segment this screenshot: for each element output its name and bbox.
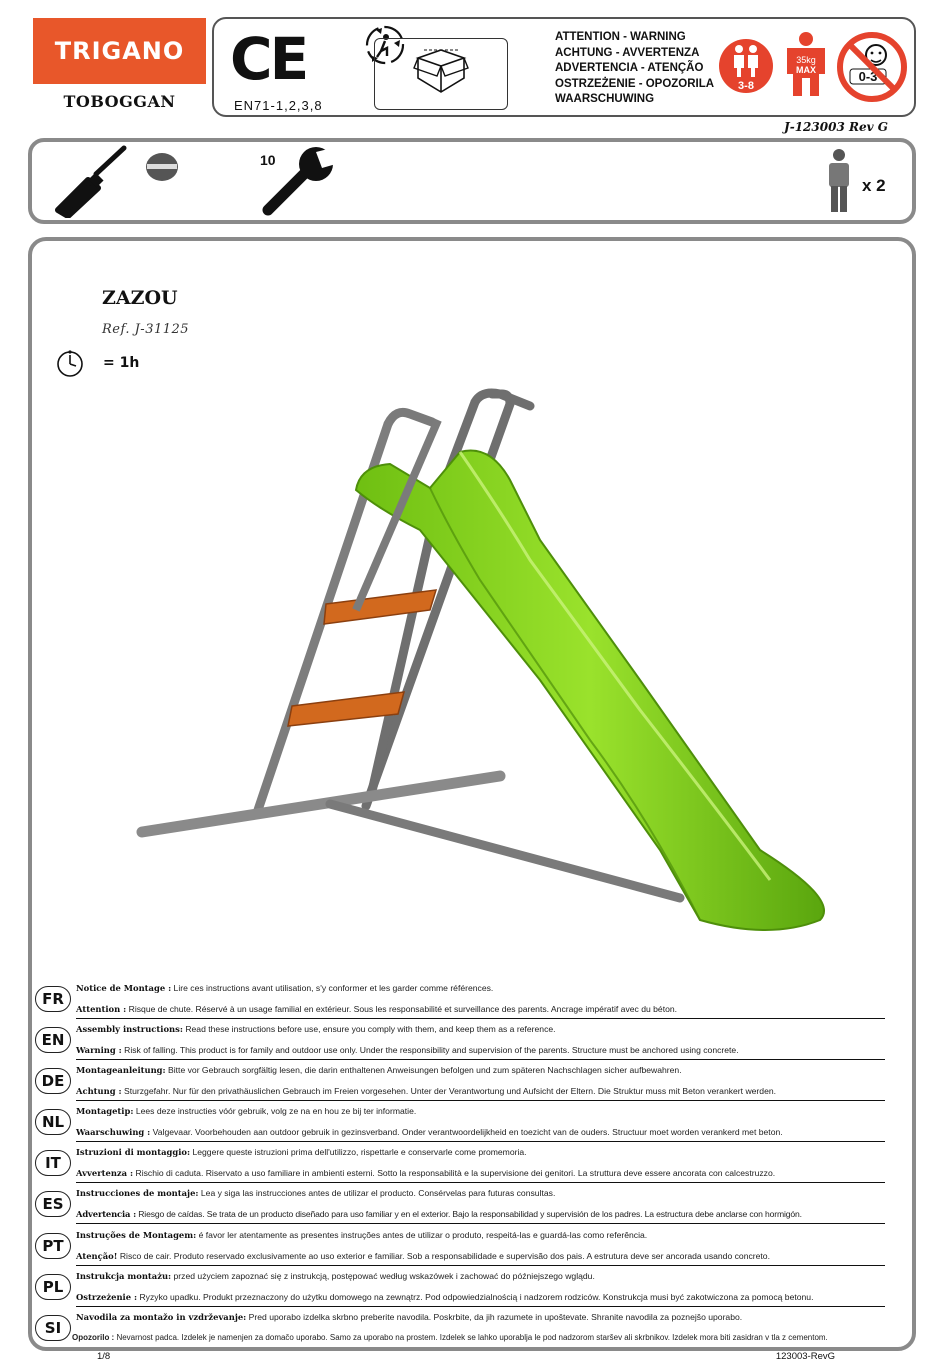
language-badge: FR bbox=[35, 986, 71, 1012]
line-label: Atenção! bbox=[76, 1250, 118, 1261]
warning-line bbox=[76, 1292, 813, 1302]
line-label: Attention : bbox=[76, 1004, 127, 1014]
language-row-nl bbox=[30, 1103, 915, 1144]
line-text: Rischio di caduta. Riservato a uso familiare in ambienti esterni. Sotto la responsabilità e la supervisione dei genitori. La struttura deve essere ancorata con calcestruzzo. bbox=[133, 1168, 776, 1179]
language-badge: ES bbox=[35, 1191, 71, 1217]
divider bbox=[76, 1223, 885, 1224]
warning-line bbox=[76, 1086, 776, 1096]
instruction-line bbox=[76, 1271, 595, 1281]
line-text: Read these instructions before use, ensure you comply with them, and keep them as a reference. bbox=[182, 1024, 556, 1035]
language-row-es bbox=[30, 1185, 915, 1226]
footer-code: 123003-RevG bbox=[775, 1351, 835, 1362]
language-badge: NL bbox=[35, 1109, 71, 1135]
divider bbox=[76, 1018, 885, 1019]
line-label: Ostrzeżenie : bbox=[76, 1291, 138, 1302]
instruction-line bbox=[76, 1188, 555, 1198]
clock-icon bbox=[56, 348, 84, 378]
persons-required: x 2 bbox=[862, 176, 886, 195]
line-text: Pred uporabo izdelka skrbno preberite navodila. Poskrbite, da jih razumete in upoštevate. Shranite navodila za poznejšo uporabo. bbox=[246, 1311, 743, 1322]
instruction-line bbox=[76, 983, 493, 993]
language-row-it bbox=[30, 1144, 915, 1185]
line-label: Advertencia : bbox=[76, 1209, 137, 1220]
line-label: Instrucciones de montaje: bbox=[76, 1188, 199, 1199]
person-icon bbox=[826, 148, 852, 214]
language-badge: PT bbox=[35, 1233, 71, 1259]
language-row-pl bbox=[30, 1268, 915, 1309]
age-range-text: 3-8 bbox=[738, 80, 754, 92]
warning-line: ATTENTION - WARNING bbox=[555, 31, 686, 43]
divider bbox=[76, 1100, 885, 1101]
line-text: Risque de chute. Réservé à un usage familial en extérieur. Sous les responsabilité et surveillance des parents. Ancrage impératif avec du béton. bbox=[126, 1004, 678, 1014]
max-weight-icon bbox=[781, 31, 831, 99]
line-text: Risco de cair. Produto reservado exclusivamente ao uso exterior e familiar. Sob a responsabilidade e supervisão dos pais. A estrutura deve ser ancorada usando concreto. bbox=[117, 1250, 770, 1261]
line-label: Instrukcja montażu: bbox=[76, 1270, 172, 1281]
model-name: ZAZOU bbox=[102, 287, 178, 309]
packaging-box-icon bbox=[412, 44, 470, 98]
age-range-icon bbox=[718, 38, 774, 94]
language-row-pt bbox=[30, 1227, 915, 1268]
flathead-bit-icon bbox=[145, 152, 179, 182]
warning-line bbox=[76, 1045, 739, 1055]
line-text: Bitte vor Gebrauch sorgfältig lesen, die darin enthaltenen Anweisungen befolgen und zum späteren Nachschlagen sicher aufbewahren. bbox=[165, 1065, 682, 1076]
language-badge: IT bbox=[35, 1150, 71, 1176]
si-warning-line bbox=[72, 1333, 828, 1342]
not-under-3-icon bbox=[836, 31, 908, 103]
line-label: Navodila za montažo in vzdrževanje: bbox=[76, 1311, 247, 1322]
warning-line bbox=[76, 1127, 783, 1137]
language-badge: EN bbox=[35, 1027, 71, 1053]
language-row-fr bbox=[30, 980, 915, 1021]
warning-line: ADVERTENCIA - ATENÇÃO bbox=[555, 62, 704, 74]
line-text: Sturzgefahr. Nur für den privathäuslichen Gebrauch im Freien vorgesehen. Unter der Verantwortung und Aufsicht der Eltern. Die Struktur muss mit Beton verankert werden. bbox=[121, 1086, 777, 1097]
assembly-time: = 1h bbox=[103, 355, 140, 371]
line-label: Instruções de Montagem: bbox=[76, 1229, 197, 1240]
warning-line bbox=[76, 1251, 770, 1261]
warning-line bbox=[76, 1004, 677, 1014]
document-reference: J-123003 Rev G bbox=[784, 120, 888, 134]
line-label: Waarschuwing : bbox=[76, 1127, 151, 1138]
max-weight-text: 35kg bbox=[796, 55, 816, 65]
language-row-en bbox=[30, 1021, 915, 1062]
line-text: Valgevaar. Voorbehouden aan outdoor gebruik in gezinsverband. Onder verantwoordelijkheid en toezicht van de ouders. Structuur moet worden verankerd met beton. bbox=[150, 1127, 783, 1138]
language-instructions bbox=[30, 980, 915, 1350]
product-type: TOBOGGAN bbox=[63, 92, 176, 111]
divider bbox=[76, 1059, 885, 1060]
language-badge: DE bbox=[35, 1068, 71, 1094]
divider bbox=[76, 1141, 885, 1142]
line-label: Opozorilo : bbox=[72, 1333, 115, 1342]
language-badge: PL bbox=[35, 1274, 71, 1300]
divider bbox=[76, 1306, 885, 1307]
line-text: Lees deze instructies vóór gebruik, volg ze na en hou ze bij ter informatie. bbox=[133, 1106, 417, 1117]
max-label-text: MAX bbox=[796, 65, 816, 75]
line-label: Avvertenza : bbox=[76, 1168, 134, 1179]
line-text: Nevarnost padca. Izdelek je namenjen za domačo uporabo. Samo za uporabo na prostem. Izdelek se lahko uporablja le pod nadzorom staršev ali skrbnikov. Izdelek mora biti zasidran v tla z cementom. bbox=[114, 1333, 828, 1342]
warning-line bbox=[76, 1209, 802, 1219]
line-label: Notice de Montage : bbox=[76, 983, 172, 993]
line-label: Montageanleitung: bbox=[76, 1065, 166, 1076]
divider bbox=[76, 1182, 885, 1183]
warning-line bbox=[76, 1168, 775, 1178]
line-label: Istruzioni di montaggio: bbox=[76, 1147, 191, 1158]
instruction-line bbox=[76, 1230, 647, 1240]
warning-line: WAARSCHUWING bbox=[555, 93, 655, 105]
norm-reference: EN71-1,2,3,8 bbox=[234, 98, 323, 113]
line-label: Achtung : bbox=[76, 1086, 122, 1097]
instruction-line bbox=[76, 1106, 416, 1116]
line-text: Risk of falling. This product is for family and outdoor use only. Under the responsibility and supervision of the parents. Structure must be anchored using concrete. bbox=[121, 1045, 739, 1056]
language-row-si bbox=[30, 1309, 915, 1350]
line-text: Ryzyko upadku. Produkt przeznaczony do użytku domowego na zewnątrz. Pod odpowiedzialnością i nadzorem rodziców. Konstrukcja musi być zakotwiczona za pomocą betonu. bbox=[137, 1291, 814, 1302]
ce-mark: CE bbox=[230, 25, 307, 93]
language-badge: SI bbox=[35, 1315, 71, 1341]
line-text: Riesgo de caídas. Se trata de un producto diseñado para uso familiar y en el exterior. Bajo la responsabilidad y supervisión de los padres. La estructura debe anclarse con hormigón. bbox=[136, 1209, 802, 1220]
instruction-line bbox=[76, 1024, 556, 1034]
instruction-line bbox=[76, 1147, 527, 1157]
instruction-line bbox=[76, 1312, 742, 1322]
line-text: Lea y siga las instrucciones antes de utilizar el producto. Consérvelas para futuras consultas. bbox=[198, 1188, 556, 1199]
language-row-de bbox=[30, 1062, 915, 1103]
brand-logo: TRIGANO bbox=[33, 18, 206, 84]
line-label: Warning : bbox=[76, 1045, 122, 1056]
line-text: é favor ler atentamente as presentes instruções antes de utilizar o produto, respeitá-las e guardá-las como referência. bbox=[196, 1229, 648, 1240]
slide-illustration bbox=[120, 380, 840, 950]
model-reference: Ref. J-31125 bbox=[102, 322, 190, 337]
instruction-line bbox=[76, 1065, 682, 1075]
divider bbox=[76, 1265, 885, 1266]
line-text: Leggere queste istruzioni prima dell'utilizzo, rispettarle e conservarle come promemoria. bbox=[190, 1147, 527, 1158]
line-label: Montagetip: bbox=[76, 1106, 134, 1117]
warning-line: ACHTUNG - AVVERTENZA bbox=[555, 46, 700, 59]
warning-line: OSTRZEŻENIE - OPOZORILA bbox=[555, 77, 715, 90]
not-for-age-text: 0-3 bbox=[858, 69, 878, 84]
warning-headings bbox=[555, 30, 714, 108]
page-number: 1/8 bbox=[97, 1351, 111, 1362]
line-text: Lire ces instructions avant utilisation, s'y conformer et les garder comme références. bbox=[171, 983, 494, 993]
wrench-size: 10 bbox=[260, 152, 276, 168]
line-text: przed użyciem zapoznać się z instrukcją, postępować według wskazówek i zachować do późniejszego wglądu. bbox=[171, 1270, 595, 1281]
screwdriver-icon bbox=[52, 144, 132, 218]
line-label: Assembly instructions: bbox=[76, 1024, 183, 1035]
